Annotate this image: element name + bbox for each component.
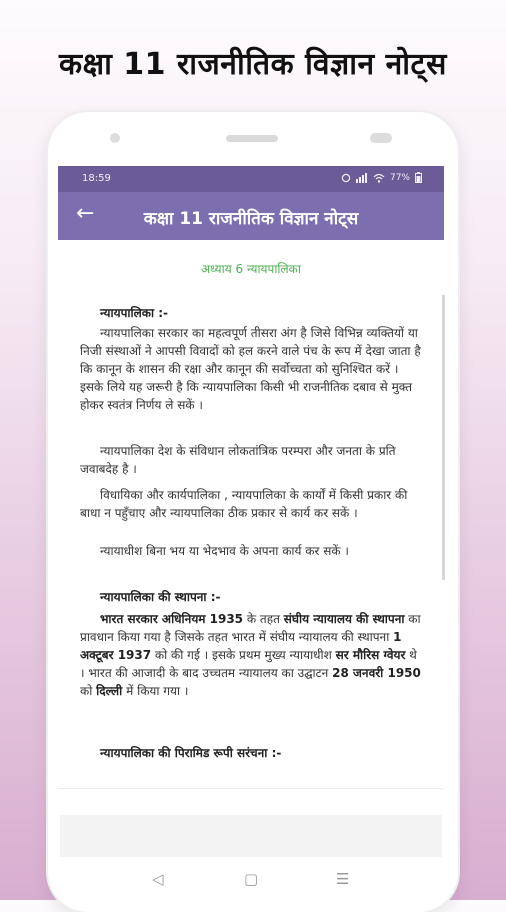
text: थे । भारत की आजादी के बाद उच्चतम न्यायालय का उद्घाटन (80, 648, 417, 680)
app-screen (58, 166, 444, 900)
banner-ad-area (60, 815, 442, 857)
paragraph: न्यायपालिका सरकार का महत्वपूर्ण तीसरा अंग है जिसे विभिन्न व्यक्तियों या निजी संस्थाओं ने आपसी विवादों को हल करने वाले पंच के रूप में देखा जाता है कि कानून के शासन की रक्षा और कानून की सर्वोच्चता को सुनिश्चित करें । इसके लिये यह जरूरी है कि न्यायपालिका किसी भी राजनीतिक दबाव से मुक्त होकर स्वतंत्र निर्णय ले सकें । (80, 326, 421, 412)
status-time: 18:59 (82, 173, 111, 184)
navigation-bar (58, 862, 444, 900)
app-title: कक्षा 11 राजनीतिक विज्ञान नोट्स (143, 209, 359, 229)
wifi-icon (373, 173, 385, 183)
nav-menu-icon[interactable]: ☰ (336, 870, 350, 888)
battery-level: 77% (389, 172, 410, 183)
text: को की गई । इसके प्रथम मुख्य न्यायाधीश (151, 648, 336, 662)
scrollbar[interactable] (442, 295, 445, 580)
bold-text: सर मौरिस ग्वेयर (335, 648, 406, 662)
paragraph: न्यायपालिका देश के संविधान लोकतांत्रिक परम्परा और जनता के प्रति जवाबदेह है । (80, 444, 396, 476)
status-icons (341, 172, 422, 183)
bold-text: 28 जनवरी 1950 (332, 666, 421, 680)
bold-text: 1 अक्टूबर 1937 (80, 630, 402, 662)
bold-text: दिल्ली (96, 684, 123, 698)
text: का प्रावधान किया गया है जिसके तहत भारत में संघीय न्यायालय की स्थापना (80, 612, 421, 644)
banner-title: कक्षा 11 राजनीतिक विज्ञान नोट्स (59, 47, 447, 82)
front-camera (110, 133, 120, 143)
paragraph (80, 610, 422, 700)
proximity-sensor (370, 133, 392, 143)
paragraph: विधायिका और कार्यपालिका , न्यायपालिका के कार्यों में किसी प्रकार की बाधा न पहुँचाए और न्यायपालिका ठीक प्रकार से कार्य कर सकें । (80, 488, 408, 520)
chapter-title: अध्याय 6 न्यायपालिका (200, 262, 302, 276)
paragraph: न्यायाधीश बिना भय या भेदभाव के अपना कार्य कर सकें । (100, 544, 349, 558)
text: में किया गया । (122, 684, 189, 698)
battery-icon (415, 172, 422, 183)
section-heading: न्यायपालिका की पिरामिड रूपी सरंचना :- (100, 746, 282, 760)
signal-icon (356, 173, 368, 183)
text: के तहत (243, 612, 284, 626)
notes-content (58, 240, 444, 795)
content-divider (58, 788, 444, 789)
bold-text: भारत सरकार अधिनियम 1935 (100, 612, 244, 626)
text: को (80, 684, 97, 698)
app-bar (58, 192, 444, 240)
nav-back-icon[interactable]: ◁ (152, 870, 164, 888)
arrow-left-icon[interactable]: ← (76, 201, 95, 226)
nav-home-icon[interactable]: ▢ (244, 870, 259, 888)
section-heading: न्यायपालिका की स्थापना :- (100, 590, 221, 604)
alarm-icon (341, 173, 351, 183)
status-bar (58, 166, 444, 192)
earpiece-speaker (226, 135, 278, 142)
bold-text: संघीय न्यायालय की स्थापना (283, 612, 405, 626)
section-heading: न्यायपालिका :- (100, 306, 169, 320)
